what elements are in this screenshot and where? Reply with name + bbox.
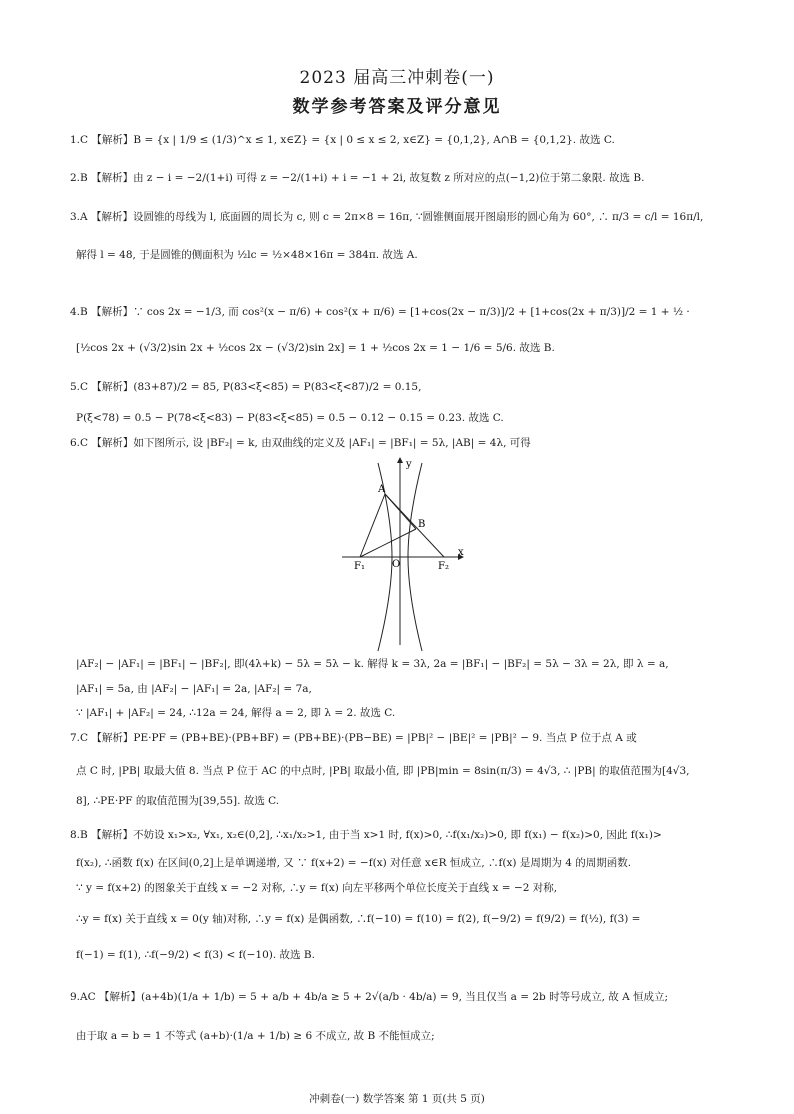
answer-line: 解得 l = 48, 于是圆锥的侧面积为 ½lc = ½×48×16π = 384π. 故选 A. <box>76 249 418 261</box>
answer-line: 由于取 a = b = 1 不等式 (a+b)·(1/a + 1/b) ≥ 6 不成立, 故 B 不能恒成立; <box>76 1030 435 1042</box>
page-subtitle: 数学参考答案及评分意见 <box>292 97 502 117</box>
answer-line: |AF₁| = 5a, 由 |AF₂| − |AF₁| = 2a, |AF₂| = 7a, <box>76 683 312 695</box>
segment-f1-a <box>360 494 385 557</box>
label-f1: F₁ <box>354 561 365 572</box>
answer-line: 8.B 【解析】不妨设 x₁>x₂, ∀x₁, x₂∈(0,2], ∴x₁/x₂>1, 由于当 x>1 时, f(x)>0, ∴f(x₁/x₂)>0, 即 f(x₁) − f(x₂)>0, 因此 f(x₁)> <box>70 829 662 841</box>
label-x: x <box>458 547 464 558</box>
answer-line: 3.A 【解析】设圆锥的母线为 l, 底面圆的周长为 c, 则 c = 2π×8 = 16π, ∵圆锥侧面展开图扇形的圆心角为 60°, ∴ π/3 = c/l = 16π/l, <box>70 211 704 223</box>
label-f2: F₂ <box>438 561 449 572</box>
answer-line: 1.C 【解析】B = {x | 1/9 ≤ (1/3)^x ≤ 1, x∈Z} = {x | 0 ≤ x ≤ 2, x∈Z} = {0,1,2}, A∩B = {0,1,2}. 故选 C. <box>70 134 615 146</box>
answer-line: 6.C 【解析】如下图所示, 设 |BF₂| = k, 由双曲线的定义及 |AF₁| = |BF₁| = 5λ, |AB| = 4λ, 可得 <box>70 437 531 449</box>
answer-line: P(ξ<78) = 0.5 − P(78<ξ<83) − P(83<ξ<85) = 0.5 − 0.12 − 0.15 = 0.23. 故选 C. <box>76 412 504 424</box>
label-b: B <box>418 519 426 530</box>
answer-line: ∵ |AF₁| + |AF₂| = 24, ∴12a = 24, 解得 a = 2, 即 λ = 2. 故选 C. <box>76 707 396 719</box>
label-o: O <box>392 559 401 570</box>
answer-line: 点 C 时, |PB| 取最大值 8. 当点 P 位于 AC 的中点时, |PB| 取最小值, 即 |PB|min = 8sin(π/3) = 4√3, ∴ |PB| 的取值范围为[4√3, <box>76 765 690 777</box>
answer-line: 7.C 【解析】PE·PF = (PB+BE)·(PB+BF) = (PB+BE)·(PB−BE) = |PB|² − |BE|² = |PB|² − 9. 当点 P 位于点 A 或 <box>70 732 637 744</box>
answer-line: |AF₂| − |AF₁| = |BF₁| − |BF₂|, 即(4λ+k) − 5λ = 5λ − k. 解得 k = 3λ, 2a = |BF₁| − |BF₂| = 5λ − 3λ = 2λ, 即 λ = a, <box>76 658 669 670</box>
page-footer: 冲刺卷(一) 数学答案 第 1 页(共 5 页) <box>309 1093 485 1105</box>
page-title: 2023 届高三冲刺卷(一) <box>299 68 495 88</box>
answer-line: 9.AC 【解析】(a+4b)(1/a + 1/b) = 5 + a/b + 4b/a ≥ 5 + 2√(a/b · 4b/a) = 9, 当且仅当 a = 2b 时等号成立, 故 A 恒成立; <box>70 991 669 1003</box>
label-y: y <box>406 459 412 470</box>
answer-line: 2.B 【解析】由 z − i = −2/(1+i) 可得 z = −2/(1+i) + i = −1 + 2i, 故复数 z 所对应的点(−1,2)位于第二象限. 故选 B. <box>70 172 645 184</box>
y-axis-arrow <box>397 457 403 463</box>
answer-line: f(x₂), ∴函数 f(x) 在区间(0,2]上是单调递增, 又 ∵ f(x+2) = −f(x) 对任意 x∈R 恒成立, ∴f(x) 是周期为 4 的周期函数. <box>76 857 632 869</box>
answer-line: ∵ y = f(x+2) 的图象关于直线 x = −2 对称, ∴y = f(x) 向左平移两个单位长度关于直线 x = −2 对称, <box>76 882 558 894</box>
answer-line: 8], ∴PE·PF 的取值范围为[39,55]. 故选 C. <box>76 795 280 807</box>
answer-line: 4.B 【解析】∵ cos 2x = −1/3, 而 cos²(x − π/6) + cos²(x + π/6) = [1+cos(2x − π/3)]/2 + [1+cos(2x + π/3)]/2 = 1 + ½ · <box>70 306 690 318</box>
label-a: A <box>378 484 386 495</box>
answer-line: 5.C 【解析】(83+87)/2 = 85, P(83<ξ<85) = P(83<ξ<87)/2 = 0.15, <box>70 381 422 393</box>
hyperbola-figure <box>330 455 470 655</box>
answer-line: f(−1) = f(1), ∴f(−9/2) < f(3) < f(−10). 故选 B. <box>76 949 315 961</box>
answer-line: ∴y = f(x) 关于直线 x = 0(y 轴)对称, ∴y = f(x) 是偶函数, ∴f(−10) = f(10) = f(2), f(−9/2) = f(9/2) = f(½), f(3) = <box>76 913 641 925</box>
answer-line: [½cos 2x + (√3/2)sin 2x + ½cos 2x − (√3/2)sin 2x] = 1 + ½cos 2x = 1 − 1/6 = 5/6. 故选 B. <box>76 342 555 354</box>
